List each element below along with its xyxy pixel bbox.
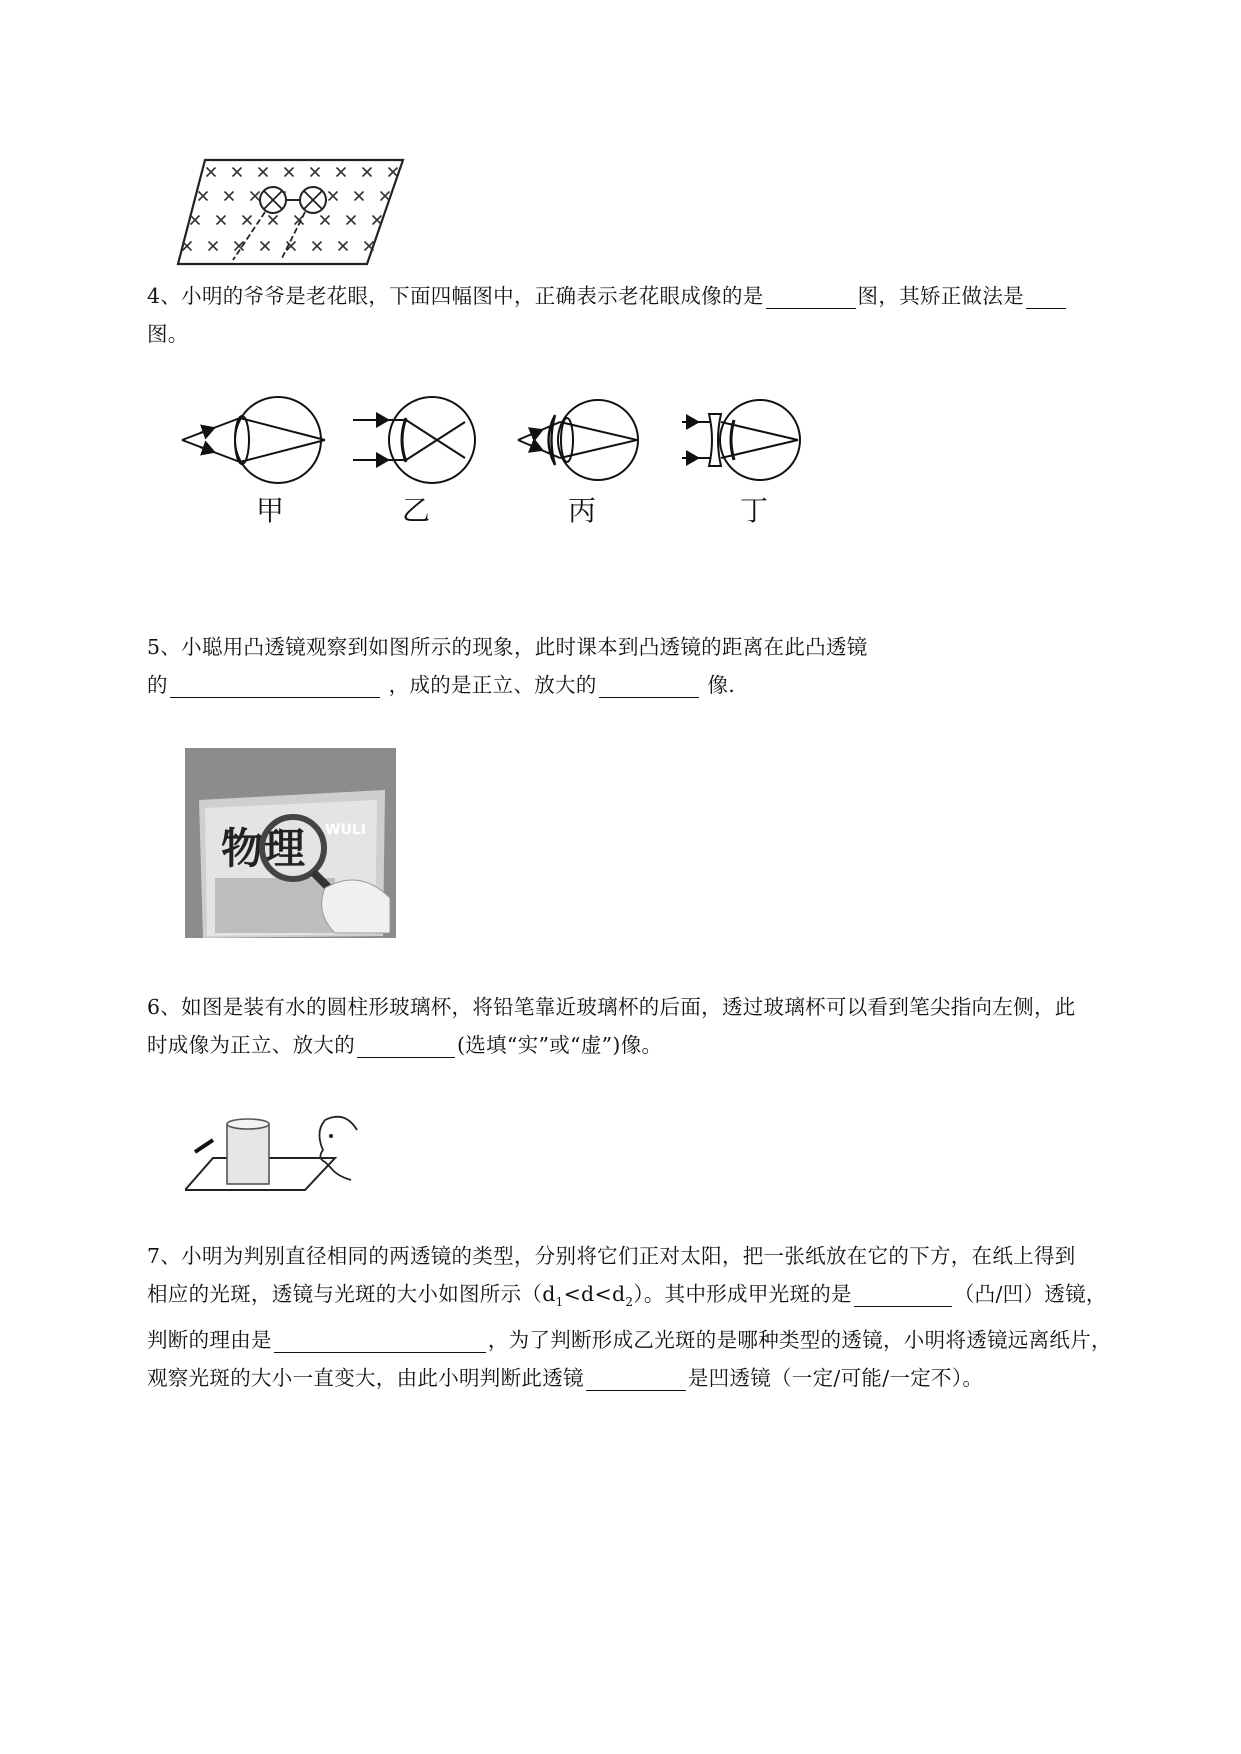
q7-sub-1: 1 xyxy=(555,1295,564,1310)
eye-label-bing: 丙 xyxy=(568,494,597,527)
eye-diagrams-figure xyxy=(170,380,820,530)
q4-text-a: 4、小明的爷爷是老花眼，下面四幅图中，正确表示老花眼成像的是 xyxy=(147,284,764,308)
question-5 xyxy=(147,628,1147,704)
magnifier-photo xyxy=(185,748,396,938)
q7-sub-2: 2 xyxy=(625,1295,634,1310)
q7-text-b4: （凸/凹）透镜， xyxy=(953,1282,1107,1306)
q4-blank-2[interactable] xyxy=(1026,282,1066,309)
q7-text-a: 7、小明为判别直径相同的两透镜的类型，分别将它们正对太阳，把一张纸放在它的下方，在纸上得到 xyxy=(147,1244,1076,1268)
magnetic-field-figure xyxy=(175,150,415,270)
q7-blank-1[interactable] xyxy=(854,1280,952,1307)
eye-diagram-jia xyxy=(182,397,325,483)
q5-blank-2[interactable] xyxy=(599,671,699,698)
q7-blank-3[interactable] xyxy=(586,1364,686,1391)
q7-text-b3: ）。其中形成甲光斑的是 xyxy=(633,1282,852,1306)
question-4 xyxy=(147,277,1147,353)
q5-text-b: 的 xyxy=(147,673,168,697)
eye-label-jia: 甲 xyxy=(256,494,285,527)
q6-text-b: 时成像为正立、放大的 xyxy=(147,1033,355,1057)
eye-label-yi: 乙 xyxy=(402,494,431,527)
q7-text-d1: 观察光斑的大小一直变大，由此小明判断此透镜 xyxy=(147,1366,584,1391)
q7-text-c1: 判断的理由是 xyxy=(147,1328,272,1353)
question-7 xyxy=(147,1237,1147,1397)
q5-blank-1[interactable] xyxy=(170,671,380,698)
eye-diagram-ding xyxy=(682,400,800,480)
q7-blank-2[interactable] xyxy=(274,1326,486,1353)
eye-label-ding: 丁 xyxy=(740,494,769,527)
q7-text-d2: 是凹透镜（一定/可能/一定不）。 xyxy=(687,1366,984,1391)
q4-text-b: 图，其矫正做法是 xyxy=(857,284,1024,308)
q7-text-b2: <d<d xyxy=(563,1282,626,1306)
q5-text-c: ，成的是正立、放大的 xyxy=(388,673,597,697)
q6-text-a: 6、如图是装有水的圆柱形玻璃杯，将铅笔靠近玻璃杯的后面，透过玻璃杯可以看到笔尖指向左侧，此 xyxy=(147,995,1076,1019)
q5-text-d: 像. xyxy=(707,673,736,697)
glass-pencil-figure xyxy=(185,1110,375,1200)
eye-diagram-yi xyxy=(353,397,475,483)
book-title: 物理 xyxy=(221,824,306,873)
book-subtitle: WULI xyxy=(325,822,366,838)
q7-text-b1: 相应的光斑，透镜与光斑的大小如图所示（d xyxy=(147,1282,556,1306)
question-6 xyxy=(147,988,1147,1064)
q4-text-c: 图。 xyxy=(147,322,189,346)
q6-text-c: (选填“实”或“虚”)像。 xyxy=(457,1033,663,1057)
q5-text-a: 5、小聪用凸透镜观察到如图所示的现象，此时课本到凸透镜的距离在此凸透镜 xyxy=(147,635,868,659)
q7-text-c2: ，为了判断形成乙光斑的是哪种类型的透镜，小明将透镜远离纸片， xyxy=(487,1328,1112,1353)
q4-blank-1[interactable] xyxy=(766,282,856,309)
eye-diagram-bing xyxy=(518,400,638,480)
q6-blank-1[interactable] xyxy=(357,1031,455,1058)
